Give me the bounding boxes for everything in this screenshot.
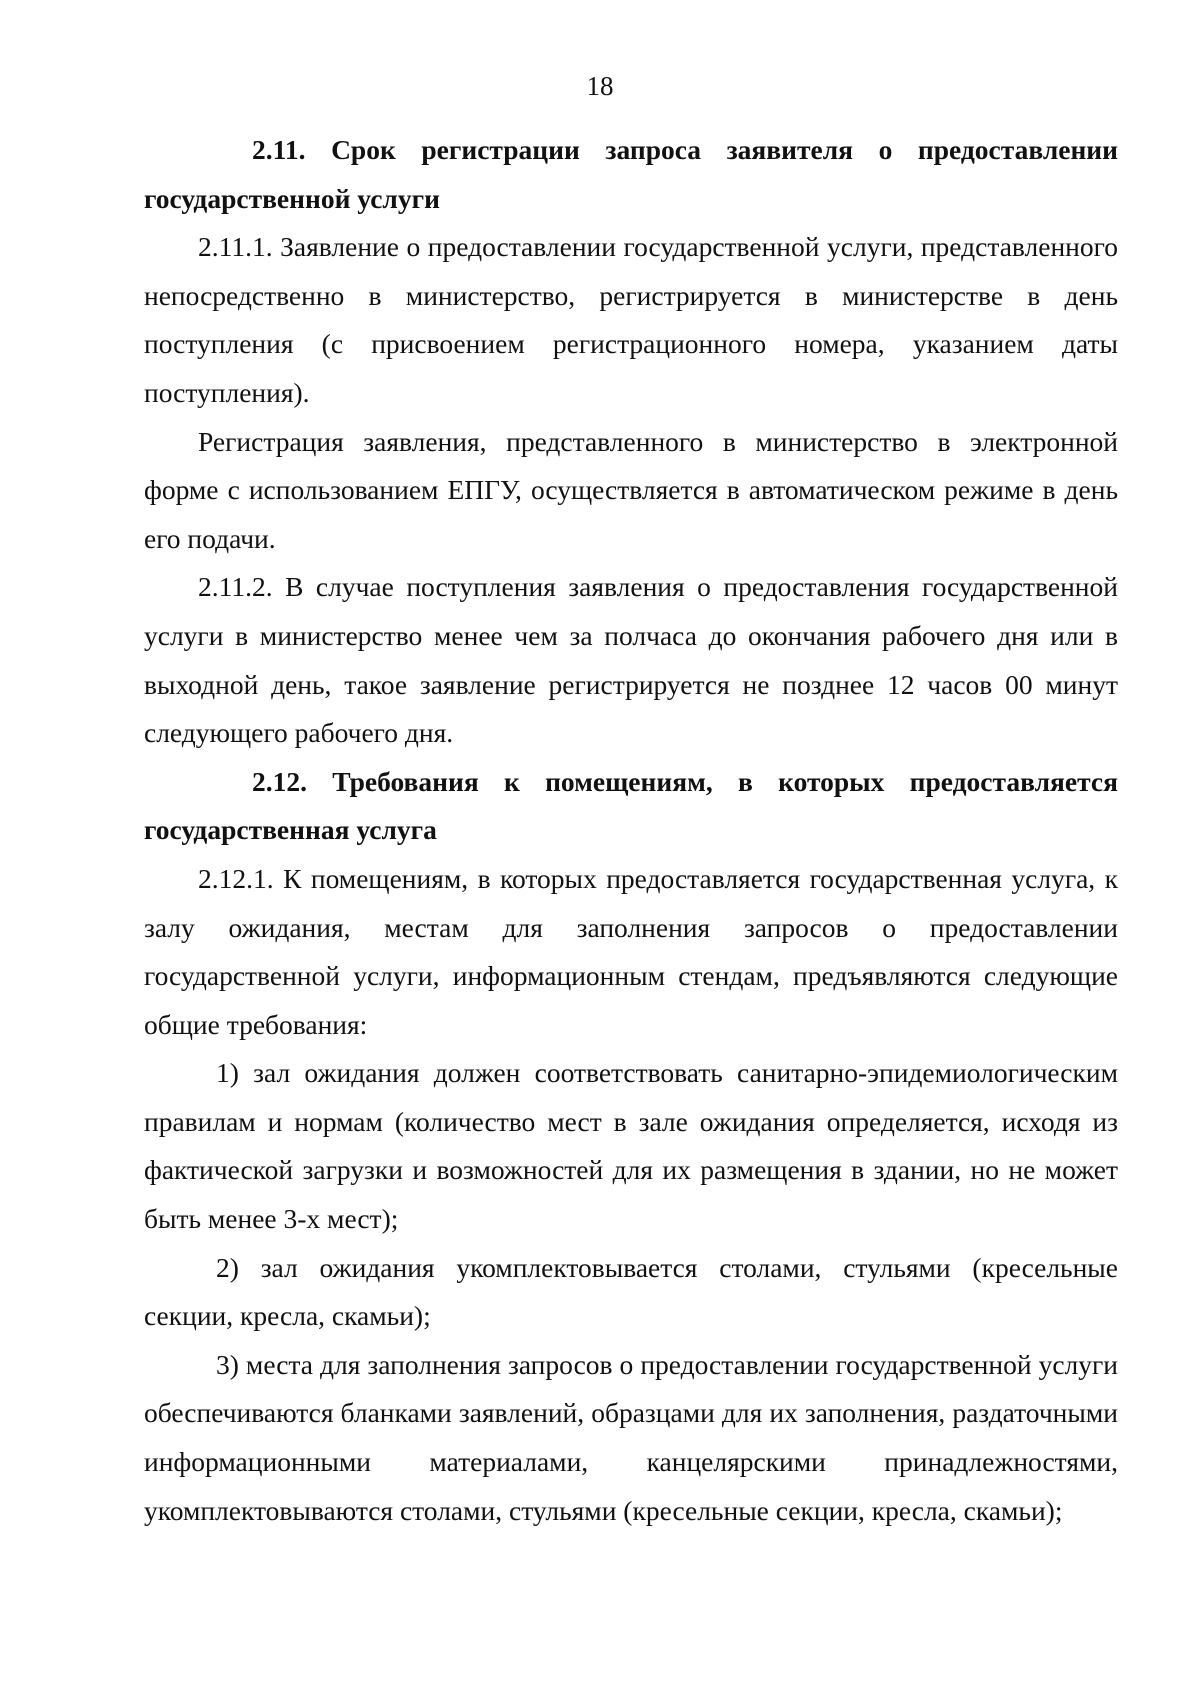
section-number: 2.11. [252, 134, 306, 165]
section-title: Требования к помещениям, в которых предоставляется государственная услуга [144, 765, 1119, 846]
paragraph-2-12-1: 2.12.1. К помещениям, в которых предоставляется государственная услуга, к залу ожидания, местам для заполнения запросов о предоставлении государственной услуги, информационным стендам, предъявляются следующие общие требования: [144, 862, 1118, 1040]
paragraph-2-11-1: 2.11.1. Заявление о предоставлении государственной услуги, представленного непосредственно в министерство, регистрируется в министерстве в день поступления (с присвоением регистрационного номера, указанием даты поступления). [144, 231, 1118, 408]
paragraph-2-11-2: 2.11.2. В случае поступления заявления о предоставления государственной услуги в министерство менее чем за полчаса до окончания рабочего дня или в выходной день, такое заявление регистрируется не позднее 12 часов 00 минут следующего рабочего дня. [144, 571, 1118, 749]
section-title: Срок регистрации запроса заявителя о предоставлении государственной услуги [144, 134, 1119, 214]
section-heading-2-11 [144, 126, 1118, 223]
page-content [144, 126, 1118, 1535]
page-number: 18 [586, 71, 614, 101]
paragraph-registration-epgu: Регистрация заявления, представленного в министерство в электронной форме с использованием ЕПГУ, осуществляется в автоматическом режиме в день его подачи. [144, 425, 1118, 554]
list-item-2: 2) зал ожидания укомплектовывается столами, стульями (кресельные секции, кресла, скамьи); [144, 1251, 1118, 1332]
section-number: 2.12. [252, 765, 307, 797]
section-heading-2-12 [144, 758, 1118, 855]
list-item-3: 3) места для заполнения запросов о предоставлении государственной услуги обеспечиваются бланками заявлений, образцами для их заполнения, раздаточными информационными материалами, канцелярскими принадлежностями, укомплектовываются столами, стульями (кресельные секции, кресла, скамьи); [144, 1348, 1118, 1526]
list-item-1: 1) зал ожидания должен соответствовать санитарно-эпидемиологическим правилам и нормам (количество мест в зале ожидания определяется, исходя из фактической загрузки и возможностей для их размещения в здании, но не может быть менее 3-х мест); [144, 1057, 1118, 1235]
